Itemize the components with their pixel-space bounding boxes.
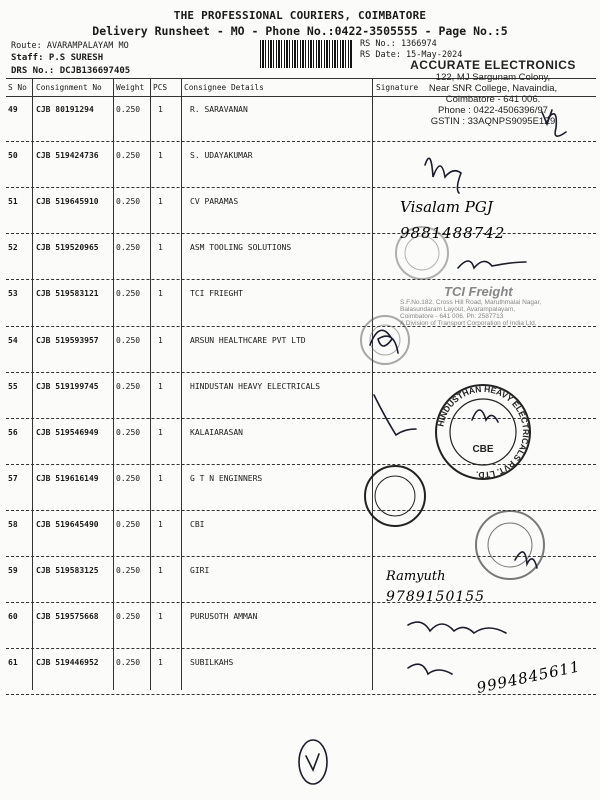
cell-consignee: S. UDAYAKUMAR — [190, 151, 253, 161]
column-header-consignment: Consignment No — [36, 83, 102, 92]
cell-pcs: 1 — [158, 335, 163, 345]
cell-weight: 0.250 — [116, 519, 141, 529]
cell-consignment: CJB 519446952 — [36, 658, 99, 668]
cell-weight: 0.250 — [116, 335, 141, 345]
runsheet-title: Delivery Runsheet - MO - Phone No.:0422-3505555 - Page No.:5 — [92, 24, 508, 38]
cell-sno: 53 — [8, 289, 18, 299]
cell-weight: 0.250 — [116, 197, 141, 207]
cell-sno: 60 — [8, 612, 18, 622]
cell-consignment: CJB 519199745 — [36, 381, 99, 391]
signature-scribble — [370, 330, 398, 353]
cell-weight: 0.250 — [116, 566, 141, 575]
cell-sno: 51 — [8, 197, 18, 207]
cell-sno: 58 — [8, 519, 18, 529]
cell-weight: 0.250 — [116, 473, 141, 483]
cell-consignment: CJB 519645910 — [36, 197, 99, 207]
cell-pcs: 1 — [158, 289, 163, 299]
cell-pcs: 1 — [158, 381, 163, 391]
cell-sno: 55 — [8, 381, 18, 391]
cell-consignee: SUBILKAHS — [190, 658, 234, 668]
page-check-mark — [306, 754, 319, 770]
cell-weight: 0.250 — [116, 243, 141, 253]
column-header-signature: Signature — [376, 83, 419, 92]
staff-label: Staff: P.S SURESH — [11, 53, 104, 63]
handwritten-phone: 9881488742 — [400, 224, 506, 242]
cell-consignee: ASM TOOLING SOLUTIONS — [190, 243, 292, 253]
page-check-mark — [299, 740, 327, 784]
column-header-consignee: Consignee Details — [184, 83, 264, 92]
cell-sno: 54 — [8, 335, 18, 345]
cell-consignment: CJB 519583121 — [36, 289, 99, 299]
cell-consignee: TCI FRIEGHT — [190, 289, 243, 299]
signature-scribble — [408, 622, 506, 633]
stamp-company-name: TCI Freight — [444, 284, 513, 299]
cell-consignee: HINDUSTAN HEAVY ELECTRICALS — [190, 381, 321, 391]
stamp-address-line: S.F.No.182, Cross Hill Road, Maruthmalai Nagar, — [400, 299, 542, 306]
signature-scribble — [472, 410, 498, 422]
cell-sno: 50 — [8, 151, 18, 161]
handwritten-phone: 9789150155 — [386, 589, 486, 605]
cell-pcs: 1 — [158, 658, 163, 668]
route-label: Route: AVARAMPALAYAM MO — [11, 41, 129, 51]
stamp-address-line: Coimbatore - 641 006. Ph: 2587713 — [400, 313, 504, 320]
stamp-address-line: 122, MJ Sargunam Colony, — [435, 72, 551, 83]
cell-sno: 61 — [8, 658, 18, 668]
gtn-round-stamp — [365, 466, 425, 526]
hhe-stamp-center: CBE — [472, 444, 494, 455]
cell-weight: 0.250 — [116, 612, 141, 622]
cell-consignee: KALAIARASAN — [190, 427, 243, 437]
stamp-address-line: Near SNR College, Navaindia, — [428, 83, 558, 94]
hhe-round-stamp — [435, 384, 531, 480]
drs-label: DRS No.: DCJB136697405 — [11, 66, 131, 76]
column-header-sno: S No — [8, 83, 27, 92]
cell-sno: 56 — [8, 427, 18, 437]
cell-sno: 49 — [8, 105, 18, 114]
cell-weight: 0.250 — [116, 658, 141, 668]
cell-sno: 57 — [8, 473, 18, 483]
cell-weight: 0.250 — [116, 381, 141, 391]
cell-consignee: ARSUN HEALTHCARE PVT LTD — [190, 335, 306, 345]
cell-consignment: CJB 519645490 — [36, 519, 99, 529]
cell-consignment: CJB 519593957 — [36, 335, 99, 345]
cell-pcs: 1 — [158, 427, 163, 437]
stamp-company-name: ACCURATE ELECTRONICS — [410, 58, 576, 72]
cell-consignee: PURUSOTH AMMAN — [190, 612, 258, 622]
cell-weight: 0.250 — [116, 427, 141, 437]
stamp-phone: Phone : 0422-4506396/97 — [438, 105, 548, 116]
cell-pcs: 1 — [158, 612, 163, 622]
column-header-pcs: PCS — [153, 83, 168, 92]
handwritten-name: Ramyuth — [386, 569, 446, 584]
cell-consignment: CJB 519583125 — [36, 566, 99, 575]
cell-pcs: 1 — [158, 105, 163, 114]
cell-consignment: CJB 80191294 — [36, 105, 94, 114]
stamp-address-line: Coimbatore - 641 006. — [445, 94, 541, 105]
stamp-address-line: A Division of Transport Corporation of India Ltd. — [400, 320, 537, 327]
signature-scribble — [542, 110, 552, 124]
column-header-weight: Weight — [116, 83, 145, 92]
handwritten-phone: 9994845611 — [475, 657, 582, 697]
stamp-gstin: GSTIN : 33AQNPS9095E1Z9 — [430, 116, 556, 127]
cell-sno: 52 — [8, 243, 18, 253]
cell-pcs: 1 — [158, 519, 163, 529]
stamp-address-line: Balasundaram Layout, Avarampalayam, — [400, 306, 516, 313]
rs-number: RS No.: 1366974 — [360, 39, 437, 49]
cell-sno: 59 — [8, 566, 18, 575]
signature-scribble — [425, 158, 461, 193]
cell-pcs: 1 — [158, 243, 163, 253]
cell-pcs: 1 — [158, 566, 163, 575]
cell-consignment: CJB 519616149 — [36, 473, 99, 483]
cell-consignment: CJB 519575668 — [36, 612, 99, 622]
rs-date: RS Date: 15-May-2024 — [360, 50, 463, 60]
cell-consignee: G T N ENGINNERS — [190, 473, 263, 483]
handwritten-name: Visalam PGJ — [400, 198, 493, 216]
arsun-round-stamp — [361, 316, 409, 364]
cell-consignment: CJB 519546949 — [36, 427, 99, 437]
signature-scribble — [374, 395, 416, 435]
cell-pcs: 1 — [158, 473, 163, 483]
cell-weight: 0.250 — [116, 151, 141, 161]
cell-consignee: CV PARAMAS — [190, 197, 239, 207]
cell-consignment: CJB 519424736 — [36, 151, 99, 161]
cell-pcs: 1 — [158, 151, 163, 161]
cell-weight: 0.250 — [116, 105, 141, 114]
cell-consignment: CJB 519520965 — [36, 243, 99, 253]
cell-pcs: 1 — [158, 197, 163, 207]
company-title: THE PROFESSIONAL COURIERS, COIMBATORE — [173, 9, 427, 22]
cell-consignee: R. SARAVANAN — [190, 105, 248, 114]
hhe-stamp-ring-text: HINDUSTHAN HEAVY ELECTRICALS PVT. LTD. — [435, 383, 532, 481]
cell-consignee: CBI — [190, 519, 205, 529]
cell-consignee: GIRI — [190, 566, 210, 575]
signature-scribble — [408, 664, 452, 674]
cell-weight: 0.250 — [116, 289, 141, 299]
signature-scribble — [458, 261, 526, 268]
cbi-round-stamp — [476, 511, 544, 579]
signature-scribble — [548, 114, 566, 136]
